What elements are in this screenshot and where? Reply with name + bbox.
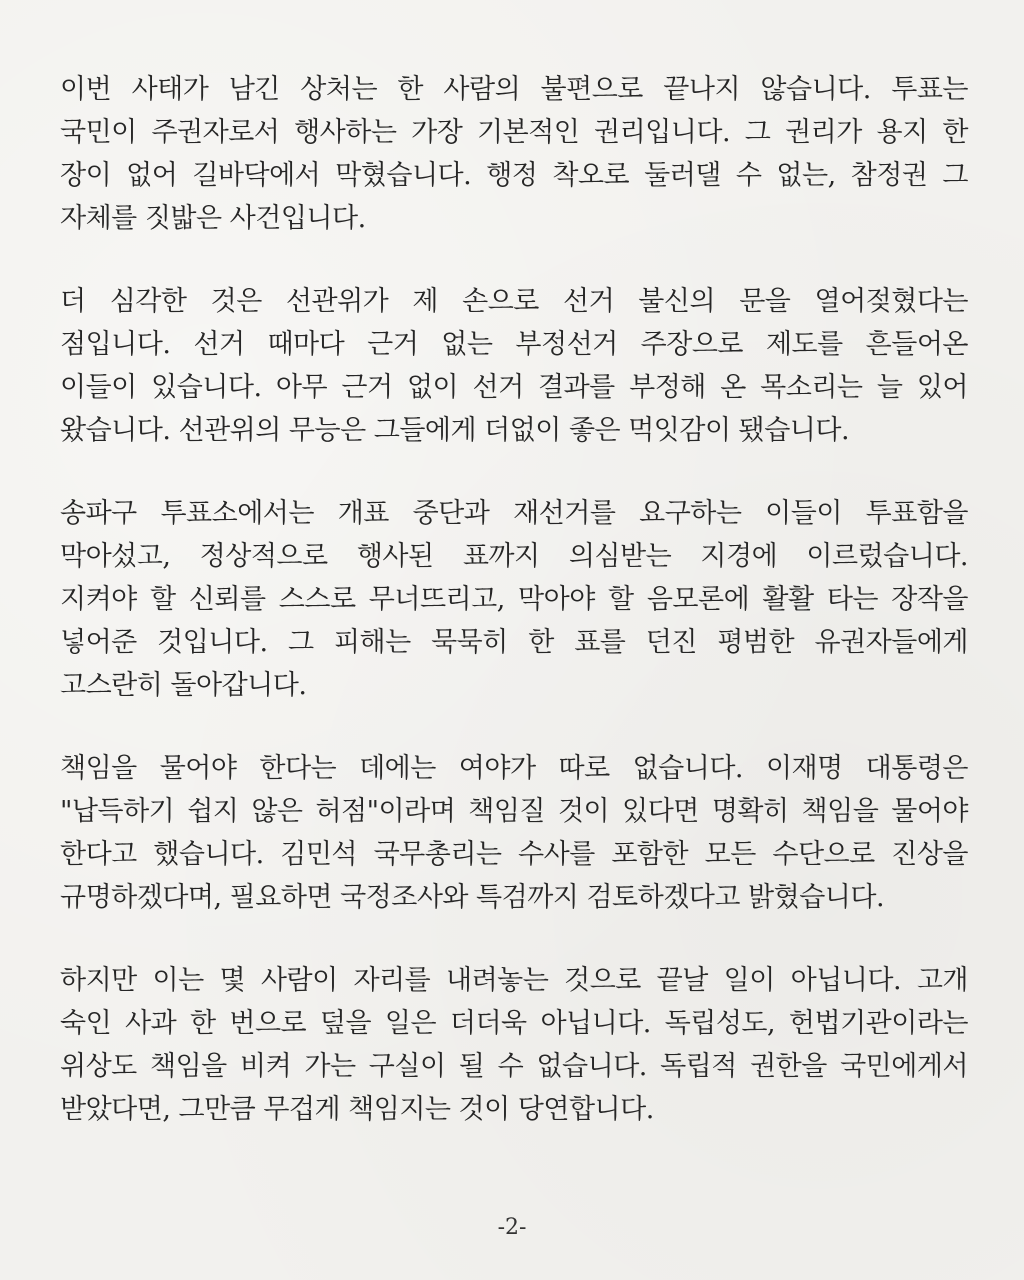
text-line: 위상도 책임을 비켜 가는 구실이 될 수 없습니다. 독립적 권한을 국민에게서 (60, 1051, 968, 1082)
text-line: 이들이 있습니다. 아무 근거 없이 선거 결과를 부정해 온 목소리는 늘 있어 (60, 372, 968, 403)
text-line: 송파구 투표소에서는 개표 중단과 재선거를 요구하는 이들이 투표함을 (60, 498, 968, 529)
text-line: 점입니다. 선거 때마다 근거 없는 부정선거 주장으로 제도를 흔들어온 (60, 329, 968, 360)
text-line: 규명하겠다며, 필요하면 국정조사와 특검까지 검토하겠다고 밝혔습니다. (60, 882, 885, 913)
text-line: 이번 사태가 남긴 상처는 한 사람의 불편으로 끝나지 않습니다. 투표는 (60, 74, 968, 105)
paragraph-4 (60, 747, 968, 919)
text-line: 더 심각한 것은 선관위가 제 손으로 선거 불신의 문을 열어젖혔다는 (60, 286, 968, 317)
text-line: 숙인 사과 한 번으로 덮을 일은 더더욱 아닙니다. 독립성도, 헌법기관이라는 (60, 1008, 968, 1039)
text-line: 막아섰고, 정상적으로 행사된 표까지 의심받는 지경에 이르렀습니다. (60, 541, 968, 572)
page-number: -2- (497, 1215, 527, 1240)
paragraph-2 (60, 280, 968, 452)
text-line: 받았다면, 그만큼 무겁게 책임지는 것이 당연합니다. (60, 1094, 654, 1125)
article-body (60, 68, 968, 1171)
text-line: "납득하기 쉽지 않은 허점"이라며 책임질 것이 있다면 명확히 책임을 물어야 (60, 796, 968, 827)
paragraph-3 (60, 492, 968, 707)
paragraph-1 (60, 68, 968, 240)
text-line: 하지만 이는 몇 사람이 자리를 내려놓는 것으로 끝날 일이 아닙니다. 고개 (60, 965, 968, 996)
text-line: 책임을 물어야 한다는 데에는 여야가 따로 없습니다. 이재명 대통령은 (60, 753, 968, 784)
text-line: 지켜야 할 신뢰를 스스로 무너뜨리고, 막아야 할 음모론에 활활 타는 장작을 (60, 584, 968, 615)
text-line: 장이 없어 길바닥에서 막혔습니다. 행정 착오로 둘러댈 수 없는, 참정권 그 (60, 160, 968, 191)
text-line: 국민이 주권자로서 행사하는 가장 기본적인 권리입니다. 그 권리가 용지 한 (60, 117, 968, 148)
text-line: 왔습니다. 선관위의 무능은 그들에게 더없이 좋은 먹잇감이 됐습니다. (60, 415, 850, 446)
paragraph-5 (60, 959, 968, 1131)
text-line: 자체를 짓밟은 사건입니다. (60, 203, 366, 234)
text-line: 한다고 했습니다. 김민석 국무총리는 수사를 포함한 모든 수단으로 진상을 (60, 839, 968, 870)
text-line: 넣어준 것입니다. 그 피해는 묵묵히 한 표를 던진 평범한 유권자들에게 (60, 627, 968, 658)
text-line: 고스란히 돌아갑니다. (60, 670, 307, 701)
